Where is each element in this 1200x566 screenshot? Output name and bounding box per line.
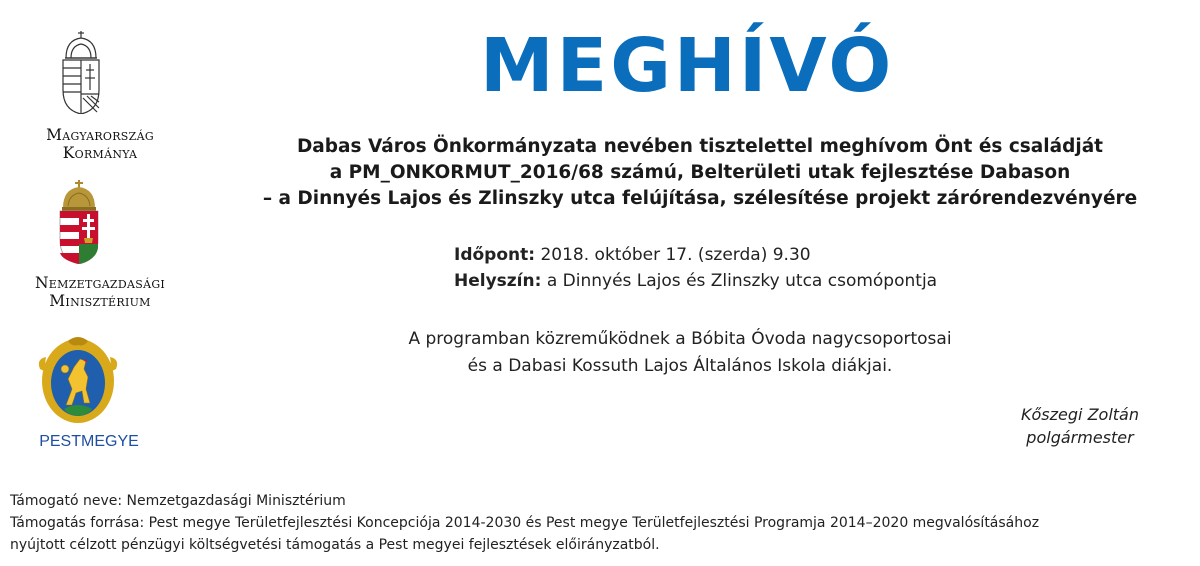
- logo-caption-line: Magyarország: [46, 126, 154, 144]
- intro-line: Dabas Város Önkormányzata nevében tisztelettel meghívom Önt és családját: [296, 136, 1104, 157]
- intro-line: – a Dinnyés Lajos és Zlinszky utca felújítása, szélesítése projekt zárórendezvényére: [262, 188, 1138, 209]
- place-label: Helyszín:: [454, 271, 542, 291]
- event-details: [454, 242, 937, 294]
- hungarian-coat-of-arms-grey-icon: [0, 28, 200, 114]
- intro-line: a PM_ONKORMUT_2016/68 számú, Belterületi utak fejlesztése Dabason: [329, 162, 1071, 183]
- logo-caption-line: Nemzetgazdasági: [34, 274, 166, 292]
- place-value: a Dinnyés Lajos és Zlinszky utca csomópontja: [541, 271, 938, 291]
- event-time: [454, 242, 937, 268]
- footer-line: Támogatás forrása: Pest megye Területfejlesztési Koncepciója 2014-2030 és Pest megye Területfejlesztési Programja 2014–2020 megvalósításához: [10, 515, 1040, 531]
- participants-line: és a Dabasi Kossuth Lajos Általános Iskola diákjai.: [467, 356, 893, 376]
- time-value: 2018. október 17. (szerda) 9.30: [535, 245, 811, 265]
- footer-line: Támogató neve: Nemzetgazdasági Minisztérium: [10, 493, 346, 509]
- footer-line: nyújtott célzott pénzügyi költségvetési támogatás a Pest megyei fejlesztések előirányzatból.: [10, 537, 660, 553]
- logo-caption-line: PESTMEGYE: [39, 433, 139, 450]
- signature-block: [990, 403, 1170, 449]
- invitation-intro: [200, 134, 1200, 212]
- time-label: Időpont:: [454, 245, 536, 265]
- participants-note: [360, 326, 1000, 380]
- participants-line: A programban közreműködnek a Bóbita Óvoda nagycsoportosai: [408, 329, 952, 349]
- signature-role: polgármester: [1026, 428, 1134, 447]
- page-title: MEGHÍVÓ: [480, 23, 895, 109]
- signature-name: Kőszegi Zoltán: [1021, 405, 1139, 424]
- event-place: [454, 268, 937, 294]
- logo-caption-line: Minisztérium: [49, 292, 151, 310]
- funding-footer: [10, 490, 1195, 556]
- hungarian-coat-of-arms-color-icon: [0, 178, 200, 264]
- pest-megye-logo: [0, 333, 200, 451]
- logo-caption-line: Kormánya: [62, 144, 138, 162]
- nemzetgazdasagi-miniszterium-logo: [0, 178, 200, 310]
- pest-county-coat-of-arms-icon: [0, 333, 200, 425]
- magyarorszag-kormanya-logo: [0, 28, 200, 162]
